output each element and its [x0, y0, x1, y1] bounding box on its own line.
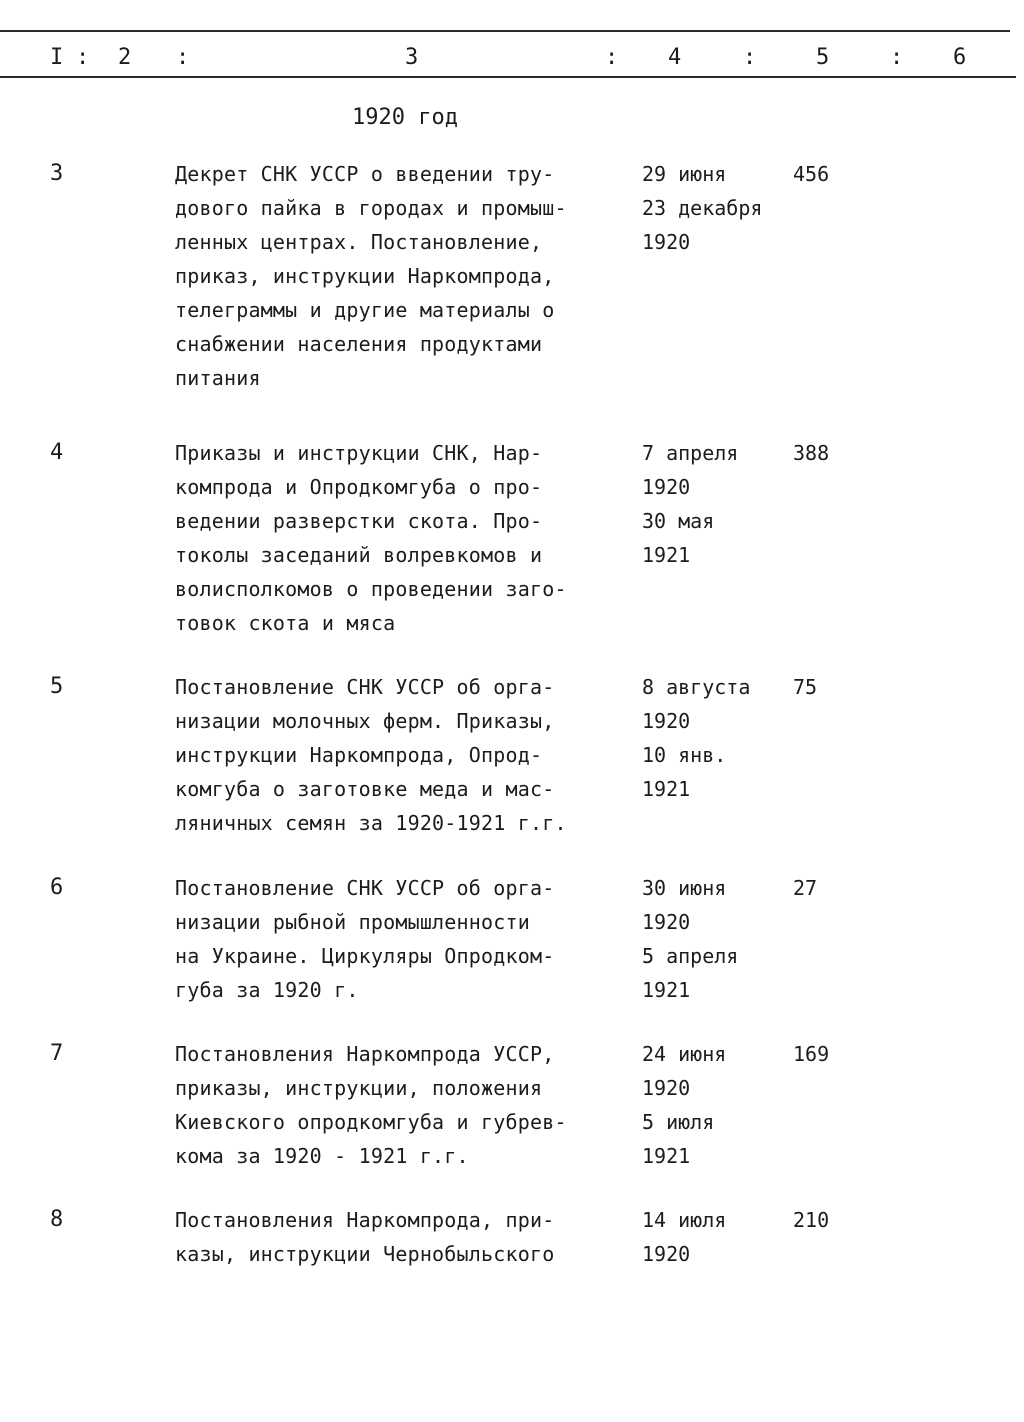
- description-line: приказ, инструкции Наркомпрода,: [175, 264, 555, 288]
- entry-dates: [642, 157, 762, 259]
- date-line: 10 янв.: [642, 743, 727, 767]
- header-top-rule: [0, 30, 1010, 32]
- header-col-5: 5: [816, 45, 830, 70]
- date-line: 1920: [642, 1076, 691, 1100]
- entry-description: [175, 1203, 635, 1271]
- description-line: Декрет СНК УССР о введении тру-: [175, 162, 555, 186]
- date-line: 5 апреля: [642, 944, 739, 968]
- description-line: питания: [175, 366, 261, 390]
- description-line: низации молочных ферм. Приказы,: [175, 709, 555, 733]
- description-line: Постановления Наркомпрода, при-: [175, 1208, 555, 1232]
- entry-description: [175, 157, 635, 395]
- date-line: 1920: [642, 1242, 691, 1266]
- date-line: 1921: [642, 978, 691, 1002]
- entry-description: [175, 871, 635, 1007]
- date-line: 1921: [642, 543, 691, 567]
- date-line: 1920: [642, 709, 691, 733]
- description-line: Постановление СНК УССР об орга-: [175, 675, 555, 699]
- year-heading: 1920 год: [352, 105, 458, 130]
- entry-number: 5: [50, 674, 64, 699]
- entry-sheet-count: 456: [793, 162, 830, 186]
- date-line: 30 мая: [642, 509, 715, 533]
- description-line: губа за 1920 г.: [175, 978, 359, 1002]
- description-line: инструкции Наркомпрода, Опрод-: [175, 743, 543, 767]
- entry-dates: [642, 1037, 726, 1173]
- entry-number: 8: [50, 1207, 64, 1232]
- description-line: приказы, инструкции, положения: [175, 1076, 543, 1100]
- entry-number: 3: [50, 161, 64, 186]
- entry-sheet-count: 75: [793, 675, 818, 699]
- date-line: 24 июня: [642, 1042, 727, 1066]
- header-separator: :: [76, 45, 90, 70]
- date-line: 23 декабря: [642, 196, 763, 220]
- date-line: 7 апреля: [642, 441, 739, 465]
- description-line: товок скота и мяса: [175, 611, 396, 635]
- date-line: 1921: [642, 777, 691, 801]
- header-separator: :: [605, 45, 619, 70]
- description-line: Приказы и инструкции СНК, Нар-: [175, 441, 543, 465]
- entry-sheet-count: 27: [793, 876, 818, 900]
- entry-description: [175, 1037, 635, 1173]
- header-separator: :: [890, 45, 904, 70]
- description-line: ленных центрах. Постановление,: [175, 230, 543, 254]
- description-line: ляничных семян за 1920-1921 г.г.: [175, 811, 567, 835]
- header-col-3: 3: [405, 45, 419, 70]
- entry-number: 4: [50, 440, 64, 465]
- header-separator: :: [743, 45, 757, 70]
- header-col-1: I: [50, 45, 64, 70]
- description-line: Постановление СНК УССР об орга-: [175, 876, 555, 900]
- description-line: дового пайка в городах и промыш-: [175, 196, 567, 220]
- description-line: казы, инструкции Чернобыльского: [175, 1242, 555, 1266]
- description-line: Постановления Наркомпрода УССР,: [175, 1042, 555, 1066]
- date-line: 8 августа: [642, 675, 751, 699]
- date-line: 1921: [642, 1144, 691, 1168]
- entry-dates: [642, 1203, 726, 1271]
- entry-dates: [642, 670, 750, 806]
- header-col-4: 4: [668, 45, 682, 70]
- entry-number: 7: [50, 1041, 64, 1066]
- date-line: 30 июня: [642, 876, 727, 900]
- description-line: ведении разверстки скота. Про-: [175, 509, 543, 533]
- date-line: 14 июля: [642, 1208, 727, 1232]
- date-line: 1920: [642, 910, 691, 934]
- description-line: телеграммы и другие материалы о: [175, 298, 555, 322]
- entry-description: [175, 670, 635, 840]
- header-bottom-rule: [0, 76, 1016, 78]
- date-line: 1920: [642, 230, 691, 254]
- entry-description: [175, 436, 635, 640]
- description-line: низации рыбной промышленности: [175, 910, 530, 934]
- entry-sheet-count: 388: [793, 441, 830, 465]
- entry-sheet-count: 210: [793, 1208, 830, 1232]
- description-line: Киевского опродкомгуба и губрев-: [175, 1110, 567, 1134]
- date-line: 29 июня: [642, 162, 727, 186]
- description-line: кома за 1920 - 1921 г.г.: [175, 1144, 469, 1168]
- entry-sheet-count: 169: [793, 1042, 830, 1066]
- entry-dates: [642, 436, 738, 572]
- description-line: компрода и Опродкомгуба о про-: [175, 475, 543, 499]
- header-col-2: 2: [118, 45, 132, 70]
- date-line: 1920: [642, 475, 691, 499]
- entry-number: 6: [50, 875, 64, 900]
- entry-dates: [642, 871, 738, 1007]
- description-line: снабжении населения продуктами: [175, 332, 543, 356]
- description-line: комгуба о заготовке меда и мас-: [175, 777, 555, 801]
- header-separator: :: [176, 45, 190, 70]
- description-line: волисполкомов о проведении заго-: [175, 577, 567, 601]
- description-line: токолы заседаний волревкомов и: [175, 543, 543, 567]
- description-line: на Украине. Циркуляры Опродком-: [175, 944, 555, 968]
- date-line: 5 июля: [642, 1110, 715, 1134]
- header-col-6: 6: [953, 45, 967, 70]
